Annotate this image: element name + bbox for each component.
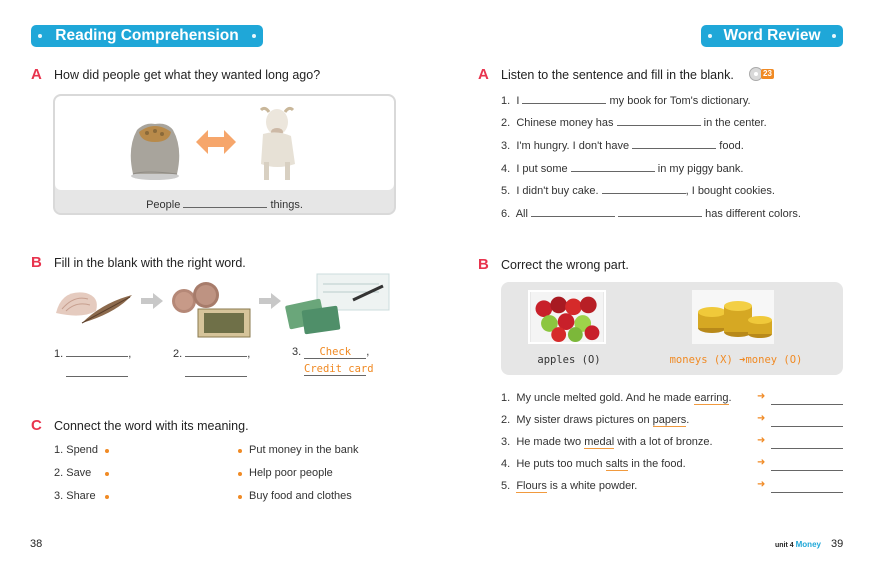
b-item-2 [173, 346, 250, 360]
sentence-before: I put some [516, 163, 568, 175]
arrow-icon: ➜ [757, 435, 766, 446]
review-a-title: Listen to the sentence and fill in the blank. [501, 68, 734, 82]
c-word-3[interactable] [54, 490, 96, 502]
arrow-icon: ➜ [757, 413, 766, 424]
sentence-blank[interactable] [602, 183, 686, 194]
c-meaning-3-dot[interactable] [238, 495, 242, 499]
c-word-1-label: 1. Spend [54, 444, 99, 456]
sentence-after: with a lot of bronze. [614, 436, 713, 448]
apples-image [528, 290, 606, 344]
review-b-sentence-5 [501, 480, 637, 492]
c-meaning-2[interactable]: Help poor people [249, 467, 333, 479]
word-review-banner [701, 25, 843, 47]
section-c-title: Connect the word with its meaning. [54, 419, 249, 433]
b-item-3 [292, 346, 369, 359]
right-arrow-icon [141, 293, 163, 309]
example-money-wrong: moneys (X) [669, 354, 733, 366]
section-c-letter: C [31, 417, 42, 434]
audio-track-number: 23 [763, 69, 772, 78]
sentence-blank-2[interactable] [618, 206, 702, 217]
sentence-wrong-word: earring [694, 392, 729, 404]
sentence-num: 4. [501, 163, 511, 175]
b-item-1-blank-2[interactable] [66, 376, 128, 377]
sentence-num: 1. [501, 95, 511, 107]
b-answer-credit-card: Credit card [304, 363, 374, 375]
review-a-sentence-2 [501, 115, 767, 129]
review-b-sentence-4 [501, 458, 686, 470]
page-footer [775, 540, 821, 549]
b-item-2-sep: , [247, 348, 251, 360]
b-item-1-sep: , [128, 348, 132, 360]
sentence-after: in the food. [628, 458, 686, 470]
c-word-3-label: 3. Share [54, 490, 96, 502]
review-a-sentence-1 [501, 93, 751, 107]
section-a-letter: A [31, 66, 42, 83]
b-answer-check: Check [304, 346, 366, 359]
review-b-sentence-1 [501, 392, 732, 404]
sentence-before: I [516, 95, 520, 107]
sentence-before: My sister draws pictures on [516, 414, 653, 426]
b-item-1-blank[interactable] [66, 346, 128, 357]
correction-answer-3[interactable] [771, 448, 843, 449]
c-word-2-label: 2. Save [54, 467, 92, 479]
coins-banknote-image [170, 277, 254, 339]
sentence-before: Chinese money has [516, 117, 614, 129]
sentence-before: He made two [516, 436, 585, 448]
arrow-icon: ➜ [757, 479, 766, 490]
sentence-after: food. [719, 140, 744, 152]
example-money-label [666, 354, 806, 366]
b-item-1-num: 1. [54, 348, 64, 360]
barter-picture-box [53, 94, 396, 215]
arrow-icon: ➜ [757, 457, 766, 468]
sentence-num: 4. [501, 458, 511, 470]
review-a-sentence-4 [501, 161, 743, 175]
sentence-blank[interactable] [617, 115, 701, 126]
c-word-1[interactable] [54, 444, 98, 456]
example-money-right: money (O) [745, 354, 803, 366]
section-a-title: How did people get what they wanted long ago? [54, 68, 321, 82]
c-word-2[interactable] [54, 467, 91, 479]
grain-sack-image [125, 108, 185, 180]
sentence-num: 6. [501, 208, 511, 220]
cow-image [247, 104, 307, 184]
sentence-num: 5. [501, 480, 511, 492]
sentence-num: 1. [501, 392, 511, 404]
sentence-after: . [686, 414, 690, 426]
review-a-sentence-6 [501, 206, 801, 220]
b-item-2-blank[interactable] [185, 346, 247, 357]
caption-end: things. [270, 199, 303, 211]
footer-title: Money [795, 540, 821, 549]
sentence-before: My uncle melted gold. And he made [516, 392, 695, 404]
right-arrow-icon [259, 293, 281, 309]
correction-answer-1[interactable] [771, 404, 843, 405]
sentence-blank[interactable] [571, 161, 655, 172]
cards-check-image [283, 272, 391, 336]
sentence-after: , I bought cookies. [685, 185, 775, 197]
gold-coins-image [692, 290, 774, 344]
banner-title: Reading Comprehension [55, 27, 239, 44]
correction-answer-2[interactable] [771, 426, 843, 427]
sentence-num: 5. [501, 185, 511, 197]
sentence-num: 3. [501, 140, 511, 152]
b-item-3-sep: , [366, 346, 370, 358]
sentence-before: I'm hungry. I don't have [516, 140, 630, 152]
sentence-after: my book for Tom's dictionary. [609, 95, 751, 107]
sentence-num: 2. [501, 414, 511, 426]
correction-answer-5[interactable] [771, 492, 843, 493]
footer-unit: unit 4 [775, 542, 794, 549]
c-word-1-dot[interactable] [105, 449, 109, 453]
barter-caption [55, 197, 394, 211]
review-b-sentence-3 [501, 436, 713, 448]
correction-answer-4[interactable] [771, 470, 843, 471]
page-number-right: 39 [831, 538, 844, 550]
review-a-letter: A [478, 66, 489, 83]
sentence-after: in my piggy bank. [657, 163, 744, 175]
page-number-left: 38 [30, 538, 43, 550]
audio-cd-icon[interactable] [749, 67, 775, 81]
c-meaning-1-dot[interactable] [238, 449, 242, 453]
sentence-wrong-word: salts [605, 458, 629, 470]
b-item-2-blank-2[interactable] [185, 376, 247, 377]
sentence-wrong-word: Flours [516, 480, 547, 492]
sentence-before: All [515, 208, 528, 220]
sentence-num: 3. [501, 436, 511, 448]
sentence-after: in the center. [703, 117, 767, 129]
reading-comprehension-banner [31, 25, 263, 47]
b-item-3-num: 3. [292, 346, 302, 358]
caption-blank[interactable] [183, 197, 267, 208]
b-item-2-num: 2. [173, 348, 183, 360]
banner-title: Word Review [723, 27, 821, 44]
section-b-title: Fill in the blank with the right word. [54, 256, 246, 270]
review-b-sentence-2 [501, 414, 689, 426]
sentence-blank[interactable] [522, 93, 606, 104]
sentence-before: I didn't buy cake. [516, 185, 599, 197]
sentence-after: has different colors. [705, 208, 801, 220]
review-a-sentence-3 [501, 138, 744, 152]
c-word-2-dot[interactable] [105, 472, 109, 476]
exchange-arrow-icon [196, 128, 236, 156]
shells-feather-image [52, 283, 134, 333]
arrow-icon: ➜ [739, 354, 746, 366]
example-apples-label: apples (O) [537, 354, 601, 366]
sentence-blank[interactable] [531, 206, 615, 217]
sentence-before: He puts too much [516, 458, 606, 470]
caption-start: People [146, 199, 181, 211]
sentence-wrong-word: medal [584, 436, 615, 448]
sentence-num: 2. [501, 117, 511, 129]
sentence-wrong-word: papers [652, 414, 687, 426]
sentence-blank[interactable] [632, 138, 716, 149]
c-meaning-2-dot[interactable] [238, 472, 242, 476]
review-a-sentence-5 [501, 183, 775, 197]
review-b-title: Correct the wrong part. [501, 258, 629, 272]
sentence-after: is a white powder. [546, 480, 638, 492]
sentence-after: . [728, 392, 732, 404]
c-word-3-dot[interactable] [105, 495, 109, 499]
c-meaning-1[interactable]: Put money in the bank [249, 444, 359, 456]
review-b-letter: B [478, 256, 489, 273]
examples-box [501, 282, 843, 375]
section-b-letter: B [31, 254, 42, 271]
b-item-1 [54, 346, 131, 360]
arrow-icon: ➜ [757, 391, 766, 402]
c-meaning-3[interactable]: Buy food and clothes [249, 490, 352, 502]
